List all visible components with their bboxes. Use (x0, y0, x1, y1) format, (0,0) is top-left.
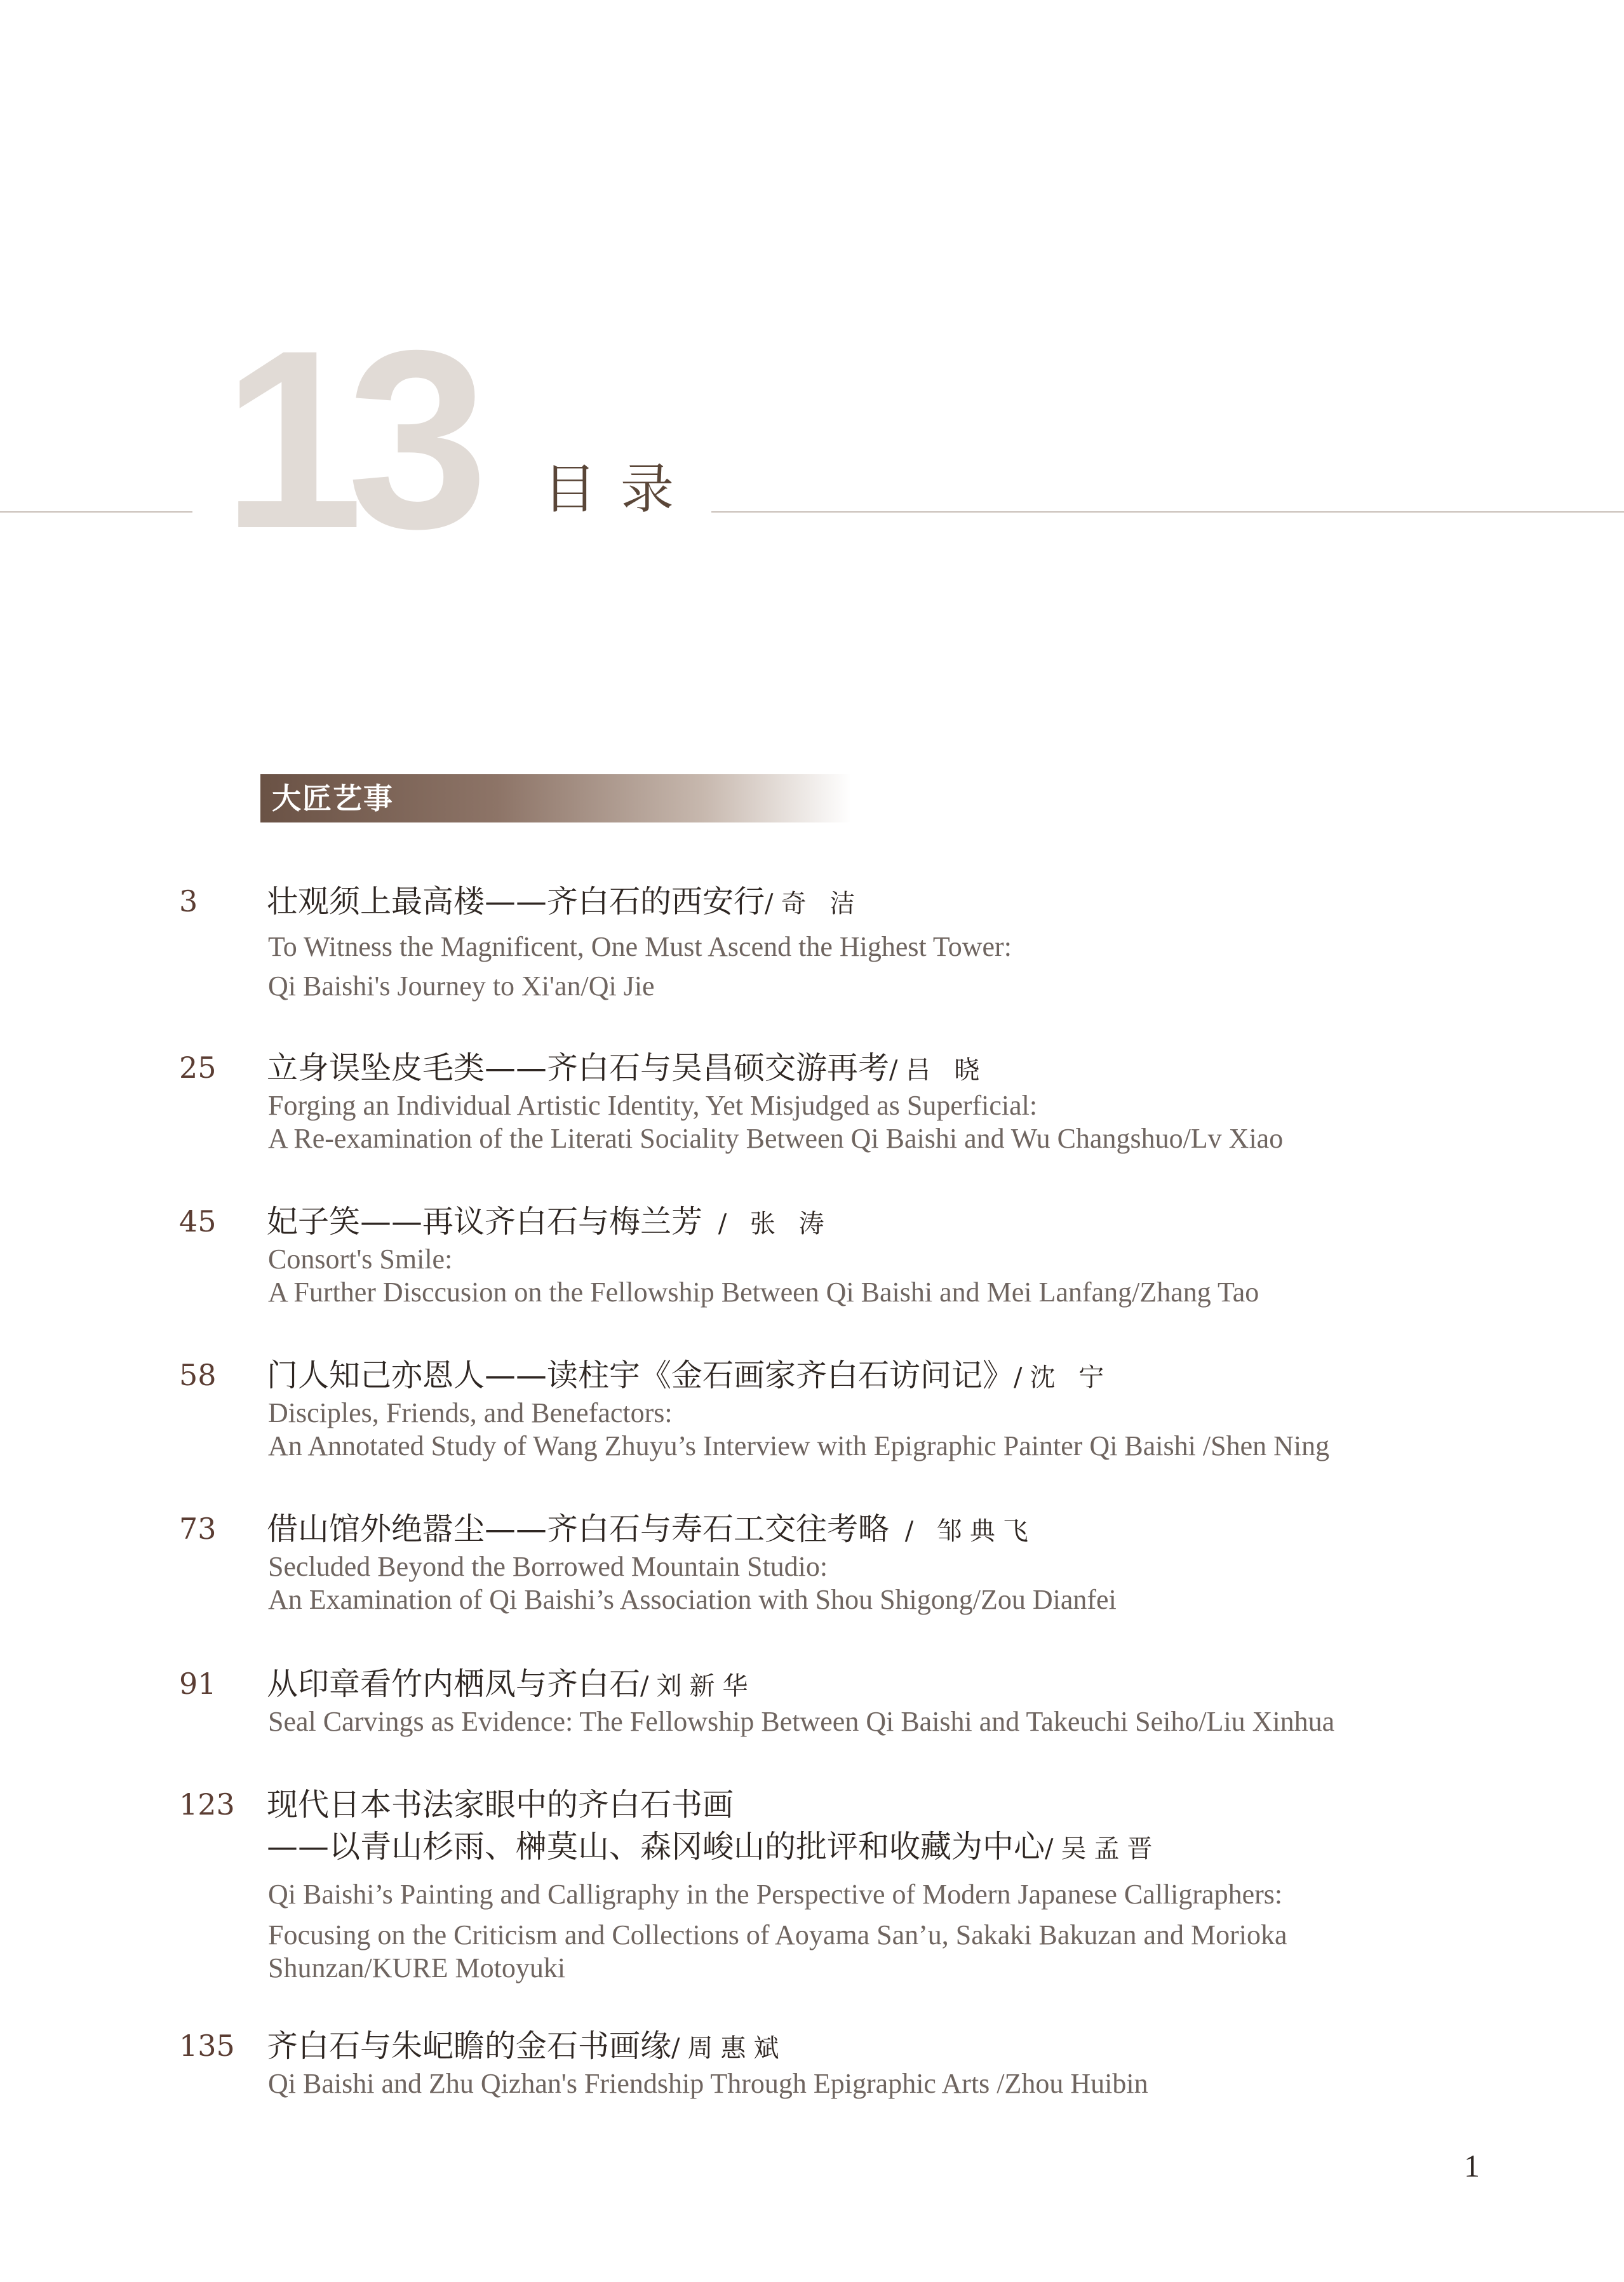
entry-page-number: 3 (179, 884, 198, 918)
toc-title: 目录 (543, 458, 699, 520)
entry-author-zh: /奇 洁 (765, 889, 863, 918)
entry-title-en-line: Disciples, Friends, and Benefactors: (268, 1397, 673, 1428)
entry-title-en-line: Forging an Individual Artistic Identity, Yet Misjudged as Superficial: (268, 1090, 1038, 1121)
entry-title-en-line: A Further Disccusion on the Fellowship Between Qi Baishi and Mei Lanfang/Zhang Tao (268, 1277, 1259, 1308)
entry-title-en-line: An Examination of Qi Baishi’s Association with Shou Shigong/Zou Dianfei (268, 1584, 1117, 1615)
entry-title-zh-text: 壮观须上最高楼——齐白石的西安行 (267, 883, 765, 920)
entry-title-en-line: Qi Baishi and Zhu Qizhan's Friendship Through Epigraphic Arts /Zhou Huibin (268, 2068, 1148, 2099)
entry-title-zh-text: 从印章看竹内栖凤与齐白石 (267, 1666, 641, 1702)
entry-title-zh[interactable] (267, 1048, 987, 1091)
section-label: 大匠艺事 (272, 781, 394, 815)
entry-page-number: 45 (179, 1204, 217, 1238)
entry-page-number: 73 (179, 1512, 217, 1546)
entry-author-zh: /沈 宁 (1014, 1363, 1112, 1392)
entry-title-en-line: Shunzan/KURE Motoyuki (268, 1952, 566, 1983)
entry-page-number: 135 (179, 2029, 235, 2063)
entry-title-en-line: An Annotated Study of Wang Zhuyu’s Interview with Epigraphic Painter Qi Baishi /Shen Ning (268, 1430, 1330, 1461)
entry-title-en-line: To Witness the Magnificent, One Must Ascend the Highest Tower: (268, 931, 1012, 962)
entry-author-zh: /周惠斌 (671, 2034, 787, 2063)
entry-title-zh-text: 现代日本书法家眼中的齐白石书画 (267, 1787, 734, 1823)
entry-author-zh: /刘新华 (640, 1672, 756, 1701)
entry-title-zh[interactable] (267, 1355, 1111, 1398)
entry-author-zh: / 张 涛 (702, 1209, 832, 1238)
header-rule-left (0, 511, 192, 513)
entry-title-en-line: Qi Baishi’s Painting and Calligraphy in the Perspective of Modern Japanese Calligraphers: (268, 1879, 1283, 1910)
entry-title-en-line: A Re-examination of the Literati Sociality Between Qi Baishi and Wu Changshuo/Lv Xiao (268, 1123, 1284, 1154)
entry-title-zh[interactable] (267, 1509, 1036, 1552)
entry-title-zh-text: 立身误坠皮毛类——齐白石与吴昌硕交游再考 (267, 1050, 890, 1086)
entry-author-zh: / 邹典飞 (889, 1517, 1036, 1546)
entry-title-en-line: Focusing on the Criticism and Collections of Aoyama San’u, Sakaki Bakuzan and Morioka (268, 1919, 1287, 1950)
entry-author-zh: /吴孟晋 (1045, 1834, 1160, 1863)
entry-title-zh-text: 齐白石与朱屺瞻的金石书画缘 (267, 2028, 672, 2064)
section-band (260, 774, 851, 822)
entry-title-zh[interactable] (267, 1202, 832, 1244)
entry-title-en-line: Secluded Beyond the Borrowed Mountain Studio: (268, 1551, 828, 1582)
page-folio: 1 (1464, 2148, 1480, 2184)
entry-title-zh[interactable] (267, 2026, 787, 2069)
entry-title-zh-text: ——以青山杉雨、榊莫山、森冈峻山的批评和收藏为中心 (267, 1829, 1045, 1865)
entry-title-zh-line2[interactable] (267, 1827, 1160, 1869)
entry-page-number: 25 (179, 1050, 217, 1085)
entry-title-zh[interactable] (267, 1785, 734, 1825)
entry-title-zh-text: 门人知己亦恩人——读柱宇《金石画家齐白石访问记》 (267, 1357, 1014, 1393)
entry-title-zh[interactable] (267, 1664, 756, 1707)
header-rule-right (711, 511, 1624, 513)
entry-title-zh[interactable] (267, 882, 862, 924)
entry-page-number: 58 (179, 1358, 217, 1392)
entry-author-zh: /吕 晓 (889, 1056, 988, 1085)
issue-number: 13 (222, 297, 472, 581)
entry-title-en-line: Seal Carvings as Evidence: The Fellowship Between Qi Baishi and Takeuchi Seiho/Liu Xinhua (268, 1706, 1335, 1737)
entry-page-number: 123 (179, 1787, 235, 1822)
entry-title-en-line: Consort's Smile: (268, 1244, 453, 1275)
entry-title-en-line: Qi Baishi's Journey to Xi'an/Qi Jie (268, 970, 655, 1002)
entry-title-zh-text: 借山馆外绝嚣尘——齐白石与寿石工交往考略 (267, 1511, 890, 1547)
entry-page-number: 91 (179, 1667, 217, 1701)
entry-title-zh-text: 妃子笑——再议齐白石与梅兰芳 (267, 1204, 703, 1240)
